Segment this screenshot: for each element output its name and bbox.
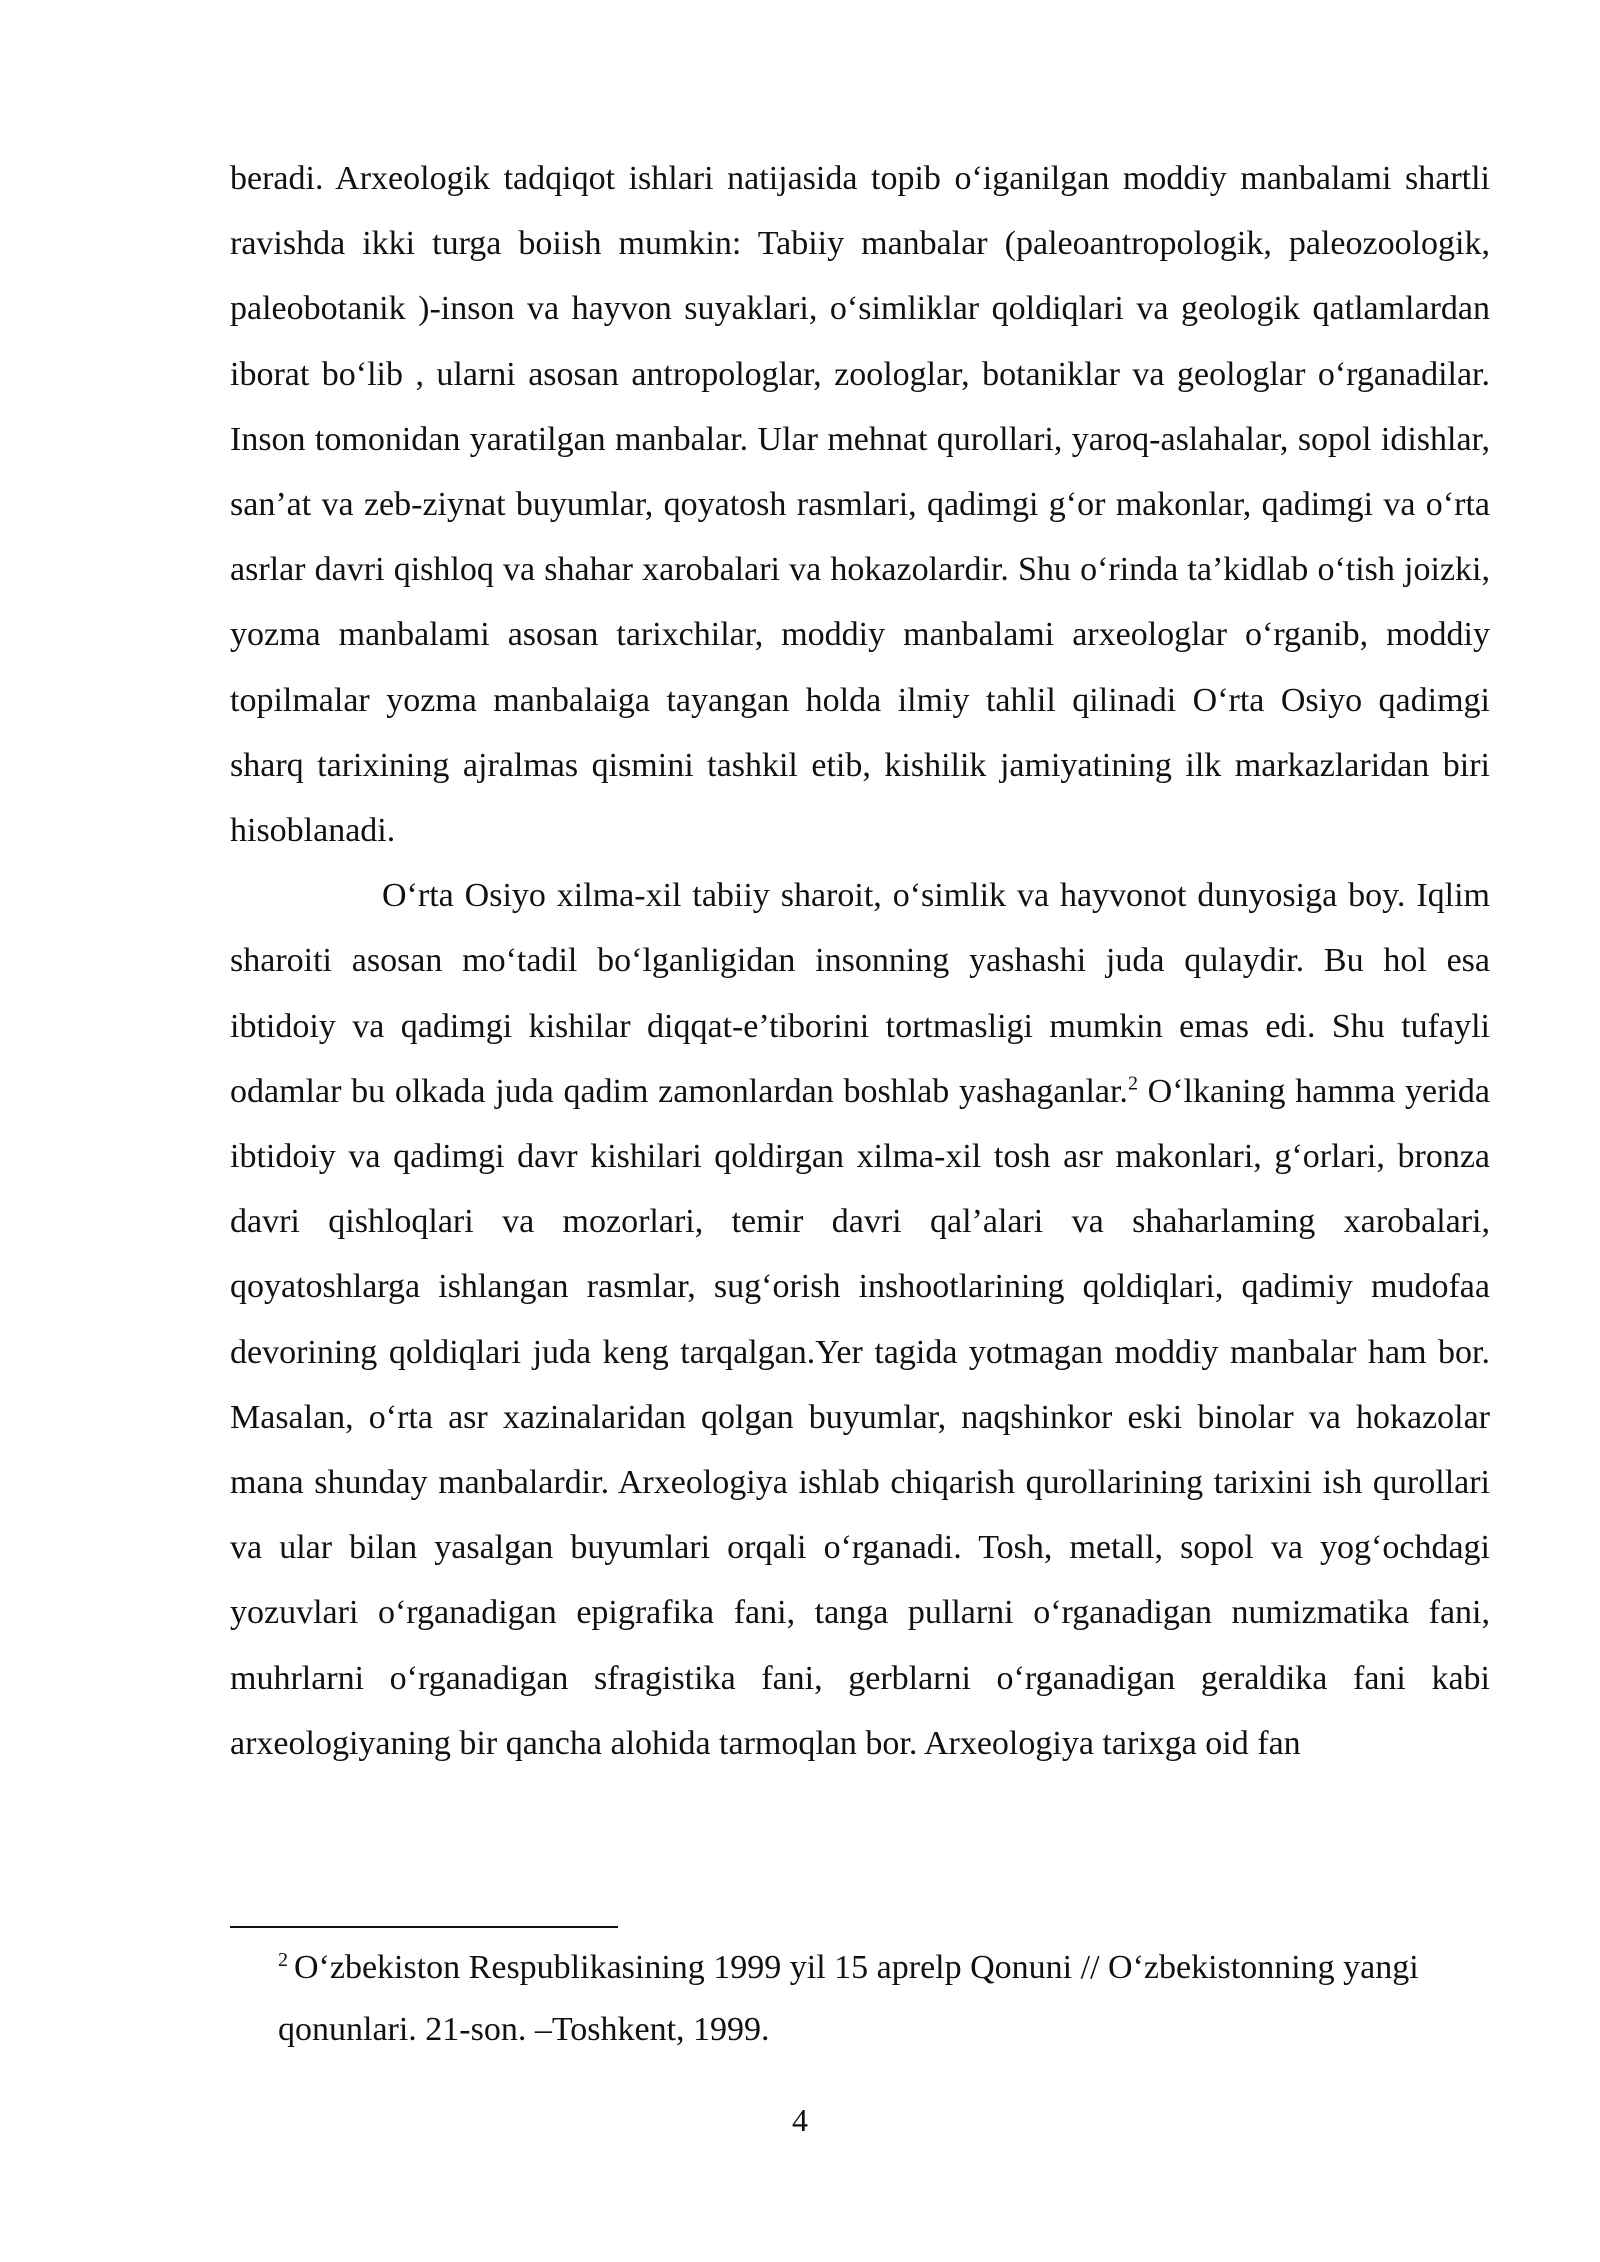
paragraph-2	[230, 863, 1490, 1776]
footnote-reference[interactable]: 2	[1127, 1072, 1138, 1095]
footnote-text: O‘zbekiston Respublikasining 1999 yil 15 aprelp Qonuni // O‘zbekistonning yangi qonunlari. 21-son. –Toshkent, 1999.	[278, 1949, 1419, 2048]
paragraph-2-text-start: O‘rta Osiyo xilma-xil tabiiy sharoit, o‘simlik va hayvonot dunyosiga boy. Iqlim sharoiti asosan mo‘tadil bo‘lganligidan insonning yashashi juda qulaydir. Bu hol esa ibtidoiy va qadimgi kishilar diqqat-e’tiborini tortmasligi mumkin emas edi. Shu tufayli odamlar bu olkada juda qadim zamonlardan boshlab yashaganlar.	[230, 877, 1490, 1110]
page-number: 4	[792, 2102, 808, 2138]
paragraph-2-text-end: O‘lkaning hamma yerida ibtidoiy va qadimgi davr kishilari qoldirgan xilma-xil tosh asr makonlari, g‘orlari, bronza davri qishloqlari va mozorlari, temir davri qal’alari va shaharlaming xarobalari, qoyatoshlarga ishlangan rasmlar, sug‘orish inshootlarining qoldiqlari, qadimiy mudofaa devorining qoldiqlari juda keng tarqalgan.Yer tagida yotmagan moddiy manbalar ham bor. Masalan, o‘rta asr xazinalaridan qolgan buyumlar, naqshinkor eski binolar va hokazolar mana shunday manbalardir. Arxeologiya ishlab chiqarish qurollarining tarixini ish qurollari va ular bilan yasalgan buyumlari orqali o‘rganadi. Tosh, metall, sopol va yog‘ochdagi yozuvlari o‘rganadigan epigrafika fani, tanga pullarni o‘rganadigan numizmatika fani, muhrlarni o‘rganadigan sfragistika fani, gerblarni o‘rganadigan geraldika fani kabi arxeologiyaning bir qancha alohida tarmoqlan bor. Arxeologiya tarixga oid fan	[230, 1072, 1490, 1762]
footnote	[278, 1937, 1478, 2061]
paragraph-1: beradi. Arxeologik tadqiqot ishlari natijasida topib o‘iganilgan moddiy manbalami shartli ravishda ikki turga boiish mumkin: Tabiiy manbalar (paleoantropologik, paleozoologik, paleobotanik )-inson va hayvon suyaklari, o‘simliklar qoldiqlari va geologik qatlamlardan iborat bo‘lib , ularni asosan antropologlar, zoologlar, botaniklar va geologlar o‘rganadilar. Inson tomonidan yaratilgan manbalar. Ular mehnat qurollari, yaroq-aslahalar, sopol idishlar, san’at va zeb-ziynat buyumlar, qoyatosh rasmlari, qadimgi g‘or makonlar, qadimgi va o‘rta asrlar davri qishloq va shahar xarobalari va hokazolardir. Shu o‘rinda ta’kidlab o‘tish joizki, yozma manbalami asosan tarixchilar, moddiy manbalami arxeologlar o‘rganib, moddiy topilmalar yozma manbalaiga tayangan holda ilmiy tahlil qilinadi O‘rta Osiyo qadimgi sharq tarixining ajralmas qismini tashkil etib, kishilik jamiyatining ilk markazlaridan biri hisoblanadi.	[230, 160, 1490, 850]
footnote-separator	[230, 1926, 618, 1928]
body-text	[230, 146, 1490, 1776]
footnote-marker: 2	[278, 1948, 288, 1971]
